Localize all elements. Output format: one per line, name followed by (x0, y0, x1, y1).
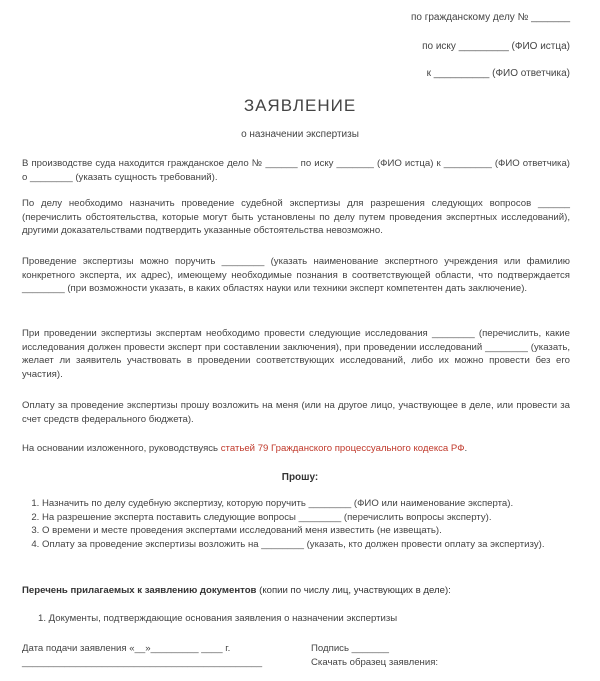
paragraph-expert: Проведение экспертизы можно поручить ________ (указать наименование экспертного учреждения или фамилию конкретного эксперта, их адрес), имеющему необходимые познания в соответствующей области, что подтверждается ________ (при возможности указать, в каких областях науки или техники эксперт компетентен дать заключение). (22, 256, 570, 294)
case-number-line: по гражданскому делу № _______ (410, 12, 570, 23)
civil-code-link[interactable]: статьей 79 Гражданского процессуального кодекса РФ (220, 443, 465, 454)
date-line: Дата подачи заявления «__»_________ ____ г. (22, 643, 231, 654)
document-list-item: 1. Документы, подтверждающие основания заявления о назначении экспертизы (38, 613, 398, 624)
ask-heading: Прошу: (281, 472, 319, 483)
documents-heading-bold: Перечень прилагаемых к заявлению документов (22, 585, 257, 596)
legal-basis-text: На основании изложенного, руководствуясь (22, 443, 221, 454)
download-sample-link[interactable]: Скачать образец заявления: (311, 657, 439, 668)
signature-line: Подпись _______ (311, 643, 389, 654)
request-item: 3. О времени и месте проведения экспертами исследований меня известить (не извещать). (42, 524, 590, 538)
requests-list (22, 497, 590, 551)
defendant-line: к __________ (ФИО ответчика) (426, 68, 570, 79)
paragraph-research: При проведении экспертизы экспертам необходимо провести следующие исследования ________ (перечислить, какие исследования должен провести эксперт при составлении заключения), при проведении исследований ________ (указать, желает ли заявитель участвовать в проведении соответствующих исследований, либо их можно провести без его участия). (22, 328, 570, 380)
request-item: 4. Оплату за проведение экспертизы возложить на ________ (указать, кто должен провести оплату за экспертизу). (42, 538, 590, 552)
document-title: ЗАЯВЛЕНИЕ (243, 96, 357, 115)
name-underline: _____________________________________________ (22, 657, 263, 668)
request-item: 1. Назначить по делу судебную экспертизу, которую поручить ________ (ФИО или наименование эксперта). (42, 497, 590, 511)
document-subtitle: о назначении экспертизы (241, 129, 359, 140)
legal-basis-end: . (464, 443, 468, 454)
paragraph-questions: По делу необходимо назначить проведение судебной экспертизы для разрешения следующих вопросов ______ (перечислить обстоятельства, которые могут быть установлены по делу путем проведения экспертных исследований), другими доказательствами подтвердить указанные обстоятельства невозможно. (22, 198, 570, 236)
request-item: 2. На разрешение эксперта поставить следующие вопросы ________ (перечислить вопросы эксперту). (42, 511, 590, 525)
documents-heading (22, 585, 582, 596)
paragraph-case: В производстве суда находится гражданское дело № ______ по иску _______ (ФИО истца) к _________ (ФИО ответчика) о ________ (указать сущность требований). (22, 158, 570, 183)
plaintiff-line: по иску _________ (ФИО истца) (422, 41, 570, 52)
paragraph-legal-basis (22, 442, 570, 456)
paragraph-payment: Оплату за проведение экспертизы прошу возложить на меня (или на другое лицо, участвующее в деле, или провести за счет средств федерального бюджета). (22, 400, 570, 425)
documents-heading-rest: (копии по числу лиц, участвующих в деле): (256, 585, 451, 596)
